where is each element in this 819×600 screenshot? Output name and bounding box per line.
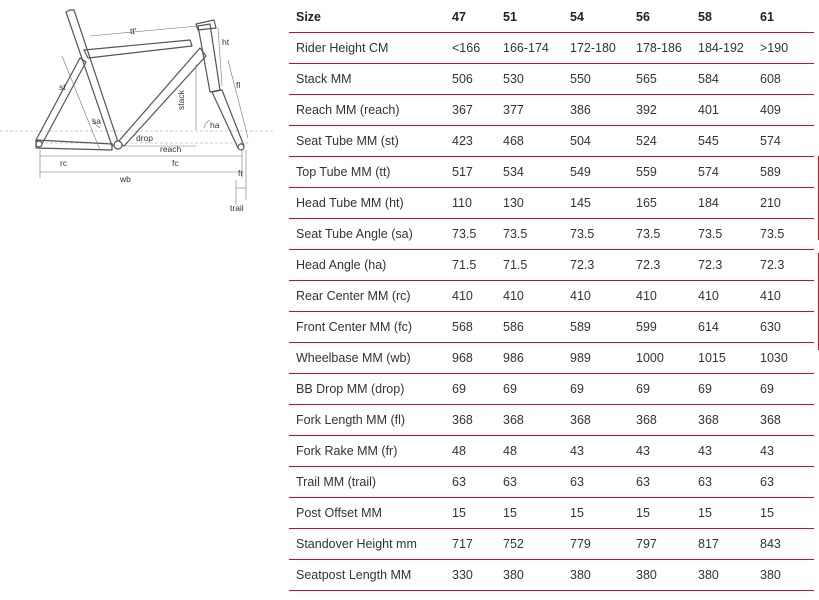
- geometry-table: [289, 2, 814, 591]
- cell-size-51: 986: [503, 343, 570, 374]
- row-label: Head Angle (ha): [289, 250, 452, 281]
- cell-size-56: 392: [636, 95, 698, 126]
- cell-size-61: 1030: [760, 343, 814, 374]
- cell-size-56: 410: [636, 281, 698, 312]
- cell-size-56: 165: [636, 188, 698, 219]
- cell-size-51: 71.5: [503, 250, 570, 281]
- cell-size-47: 71.5: [452, 250, 503, 281]
- label-fl: fl: [236, 80, 241, 90]
- cell-size-58: 368: [698, 405, 760, 436]
- row-label: Reach MM (reach): [289, 95, 452, 126]
- cell-size-61: 843: [760, 529, 814, 560]
- cell-size-54: 589: [570, 312, 636, 343]
- cell-size-61: 63: [760, 467, 814, 498]
- row-label: Front Center MM (fc): [289, 312, 452, 343]
- cell-size-54: 779: [570, 529, 636, 560]
- row-label: Post Offset MM: [289, 498, 452, 529]
- cell-size-58: 73.5: [698, 219, 760, 250]
- frame-geometry-diagram: [0, 0, 290, 220]
- cell-size-47: 423: [452, 126, 503, 157]
- cell-size-47: 717: [452, 529, 503, 560]
- cell-size-61: 72.3: [760, 250, 814, 281]
- cell-size-58: 72.3: [698, 250, 760, 281]
- table-row: [289, 250, 814, 281]
- cell-size-54: 172-180: [570, 33, 636, 64]
- header-size-58: 58: [698, 2, 760, 33]
- cell-size-56: 797: [636, 529, 698, 560]
- header-size-56: 56: [636, 2, 698, 33]
- label-stack: stack: [176, 90, 186, 110]
- cell-size-56: 524: [636, 126, 698, 157]
- table-row: [289, 157, 814, 188]
- header-size-54: 54: [570, 2, 636, 33]
- table-row: [289, 281, 814, 312]
- cell-size-54: 550: [570, 64, 636, 95]
- cell-size-54: 989: [570, 343, 636, 374]
- cell-size-61: 608: [760, 64, 814, 95]
- cell-size-51: 166-174: [503, 33, 570, 64]
- cell-size-61: 630: [760, 312, 814, 343]
- cell-size-56: 69: [636, 374, 698, 405]
- cell-size-58: 545: [698, 126, 760, 157]
- cell-size-61: 69: [760, 374, 814, 405]
- cell-size-56: 380: [636, 560, 698, 591]
- label-drop: drop: [136, 133, 154, 143]
- row-label: Head Tube MM (ht): [289, 188, 452, 219]
- cell-size-61: 15: [760, 498, 814, 529]
- row-label: Standover Height mm: [289, 529, 452, 560]
- cell-size-54: 73.5: [570, 219, 636, 250]
- table-header-row: [289, 2, 814, 33]
- cell-size-51: 377: [503, 95, 570, 126]
- cell-size-58: 69: [698, 374, 760, 405]
- cell-size-47: 330: [452, 560, 503, 591]
- cell-size-54: 145: [570, 188, 636, 219]
- cell-size-58: 380: [698, 560, 760, 591]
- cell-size-56: 72.3: [636, 250, 698, 281]
- cell-size-61: 409: [760, 95, 814, 126]
- row-label: Stack MM: [289, 64, 452, 95]
- header-size: Size: [289, 2, 452, 33]
- cell-size-56: 559: [636, 157, 698, 188]
- cell-size-47: 73.5: [452, 219, 503, 250]
- row-label: Rider Height CM: [289, 33, 452, 64]
- cell-size-54: 386: [570, 95, 636, 126]
- cell-size-58: 1015: [698, 343, 760, 374]
- cell-size-58: 15: [698, 498, 760, 529]
- cell-size-56: 178-186: [636, 33, 698, 64]
- cell-size-56: 43: [636, 436, 698, 467]
- cell-size-61: >190: [760, 33, 814, 64]
- dimension-lines: [40, 26, 248, 205]
- label-fr: fr: [238, 168, 244, 178]
- cell-size-51: 15: [503, 498, 570, 529]
- cell-size-58: 63: [698, 467, 760, 498]
- cell-size-54: 380: [570, 560, 636, 591]
- cell-size-56: 73.5: [636, 219, 698, 250]
- row-label: BB Drop MM (drop): [289, 374, 452, 405]
- cell-size-61: 43: [760, 436, 814, 467]
- table-row: [289, 126, 814, 157]
- table-row: [289, 405, 814, 436]
- table-row: [289, 312, 814, 343]
- cell-size-61: 574: [760, 126, 814, 157]
- cell-size-54: 43: [570, 436, 636, 467]
- cell-size-61: 589: [760, 157, 814, 188]
- cell-size-51: 73.5: [503, 219, 570, 250]
- row-label: Trail MM (trail): [289, 467, 452, 498]
- cell-size-58: 184-192: [698, 33, 760, 64]
- cell-size-58: 410: [698, 281, 760, 312]
- cell-size-51: 468: [503, 126, 570, 157]
- cell-size-58: 574: [698, 157, 760, 188]
- cell-size-58: 584: [698, 64, 760, 95]
- cell-size-51: 410: [503, 281, 570, 312]
- cell-size-51: 69: [503, 374, 570, 405]
- cell-size-58: 614: [698, 312, 760, 343]
- cell-size-56: 63: [636, 467, 698, 498]
- cell-size-47: 506: [452, 64, 503, 95]
- cell-size-61: 380: [760, 560, 814, 591]
- label-rc: rc: [60, 158, 68, 168]
- table-row: [289, 343, 814, 374]
- label-st: st: [59, 82, 66, 92]
- cell-size-61: 73.5: [760, 219, 814, 250]
- table-row: [289, 95, 814, 126]
- row-label: Rear Center MM (rc): [289, 281, 452, 312]
- cell-size-47: 568: [452, 312, 503, 343]
- cell-size-54: 504: [570, 126, 636, 157]
- cell-size-51: 48: [503, 436, 570, 467]
- cell-size-51: 752: [503, 529, 570, 560]
- cell-size-56: 1000: [636, 343, 698, 374]
- header-size-61: 61: [760, 2, 814, 33]
- cell-size-47: 368: [452, 405, 503, 436]
- cell-size-58: 184: [698, 188, 760, 219]
- label-wb: wb: [120, 174, 131, 184]
- cell-size-51: 530: [503, 64, 570, 95]
- cell-size-61: 410: [760, 281, 814, 312]
- table-row: [289, 498, 814, 529]
- label-trail: trail: [230, 203, 244, 213]
- cell-size-56: 565: [636, 64, 698, 95]
- row-label: Wheelbase MM (wb): [289, 343, 452, 374]
- table-row: [289, 33, 814, 64]
- row-label: Seat Tube MM (st): [289, 126, 452, 157]
- cell-size-47: 968: [452, 343, 503, 374]
- table-row: [289, 529, 814, 560]
- cell-size-47: 63: [452, 467, 503, 498]
- geometry-table-body: [289, 33, 814, 591]
- cell-size-51: 380: [503, 560, 570, 591]
- cell-size-47: 48: [452, 436, 503, 467]
- cell-size-51: 130: [503, 188, 570, 219]
- cell-size-54: 368: [570, 405, 636, 436]
- row-label: Seat Tube Angle (sa): [289, 219, 452, 250]
- row-label: Seatpost Length MM: [289, 560, 452, 591]
- cell-size-47: 517: [452, 157, 503, 188]
- cell-size-47: 367: [452, 95, 503, 126]
- cell-size-61: 210: [760, 188, 814, 219]
- table-row: [289, 436, 814, 467]
- cell-size-58: 401: [698, 95, 760, 126]
- cell-size-54: 69: [570, 374, 636, 405]
- label-ha: ha: [210, 120, 220, 130]
- table-row: [289, 467, 814, 498]
- cell-size-54: 549: [570, 157, 636, 188]
- cell-size-56: 368: [636, 405, 698, 436]
- table-row: [289, 64, 814, 95]
- label-ht: ht: [222, 37, 230, 47]
- cell-size-47: <166: [452, 33, 503, 64]
- table-row: [289, 188, 814, 219]
- header-size-51: 51: [503, 2, 570, 33]
- cell-size-54: 72.3: [570, 250, 636, 281]
- label-sa: sa: [92, 116, 101, 126]
- cell-size-58: 817: [698, 529, 760, 560]
- cell-size-58: 43: [698, 436, 760, 467]
- row-label: Top Tube MM (tt): [289, 157, 452, 188]
- cell-size-47: 15: [452, 498, 503, 529]
- table-row: [289, 374, 814, 405]
- cell-size-51: 368: [503, 405, 570, 436]
- cell-size-51: 586: [503, 312, 570, 343]
- cell-size-54: 63: [570, 467, 636, 498]
- label-reach: reach: [160, 144, 182, 154]
- cell-size-51: 534: [503, 157, 570, 188]
- row-label: Fork Rake MM (fr): [289, 436, 452, 467]
- cell-size-47: 69: [452, 374, 503, 405]
- header-size-47: 47: [452, 2, 503, 33]
- cell-size-47: 110: [452, 188, 503, 219]
- label-fc: fc: [172, 158, 179, 168]
- cell-size-56: 15: [636, 498, 698, 529]
- cell-size-54: 410: [570, 281, 636, 312]
- cell-size-56: 599: [636, 312, 698, 343]
- label-tt: tt': [130, 26, 137, 36]
- cell-size-54: 15: [570, 498, 636, 529]
- cell-size-47: 410: [452, 281, 503, 312]
- table-row: [289, 219, 814, 250]
- table-row: [289, 560, 814, 591]
- cell-size-51: 63: [503, 467, 570, 498]
- row-label: Fork Length MM (fl): [289, 405, 452, 436]
- cell-size-61: 368: [760, 405, 814, 436]
